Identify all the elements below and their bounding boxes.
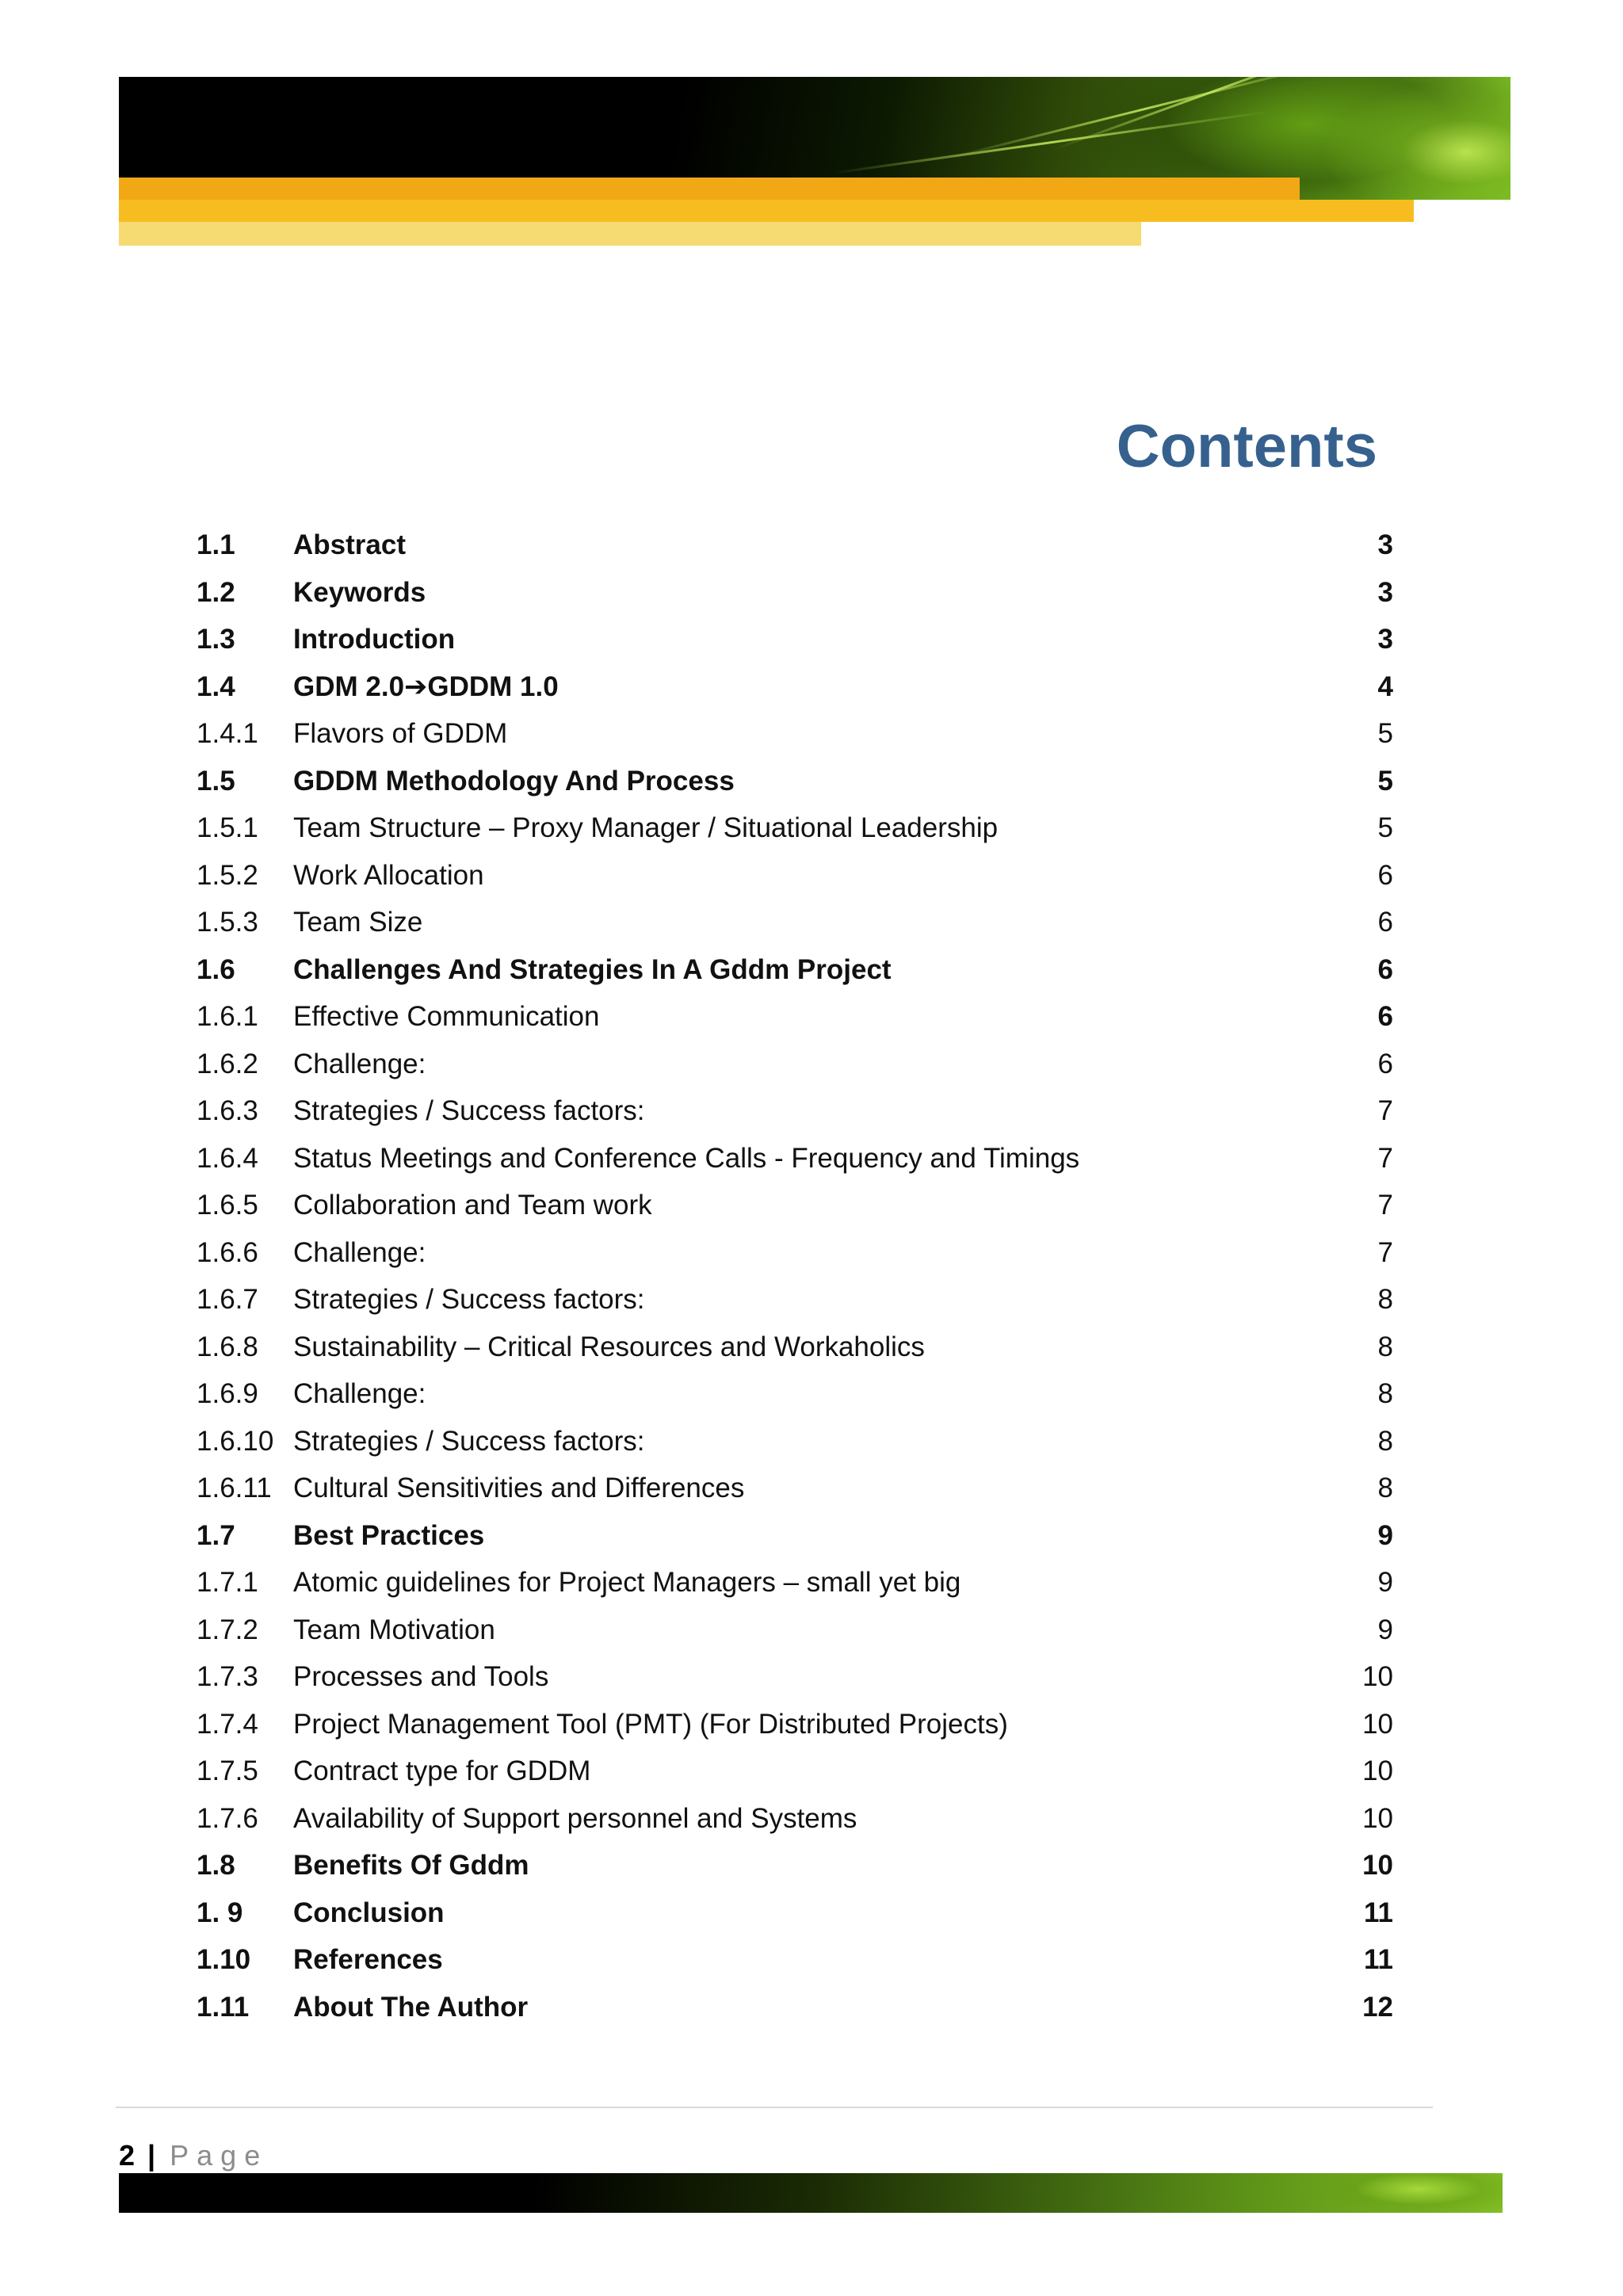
- toc-entry-page: 7: [1377, 1190, 1393, 1221]
- toc-entry[interactable]: [197, 899, 1393, 946]
- toc-entry-number: 1.2: [197, 576, 235, 608]
- toc-entry[interactable]: [197, 1087, 1393, 1135]
- toc-entry-page: 12: [1362, 1991, 1393, 2023]
- toc-entry-title: Benefits Of Gddm: [293, 1850, 529, 1881]
- toc-entry-page: 10: [1362, 1802, 1393, 1834]
- toc-entry-page: 9: [1377, 1519, 1393, 1551]
- page-title: Contents: [1116, 413, 1377, 480]
- toc-entry-page: 10: [1362, 1755, 1393, 1786]
- toc-entry-page: 9: [1377, 1614, 1393, 1645]
- toc-entry-title: Team Motivation: [293, 1614, 495, 1645]
- toc-entry-page: 10: [1362, 1850, 1393, 1881]
- toc-entry-title: Introduction: [293, 624, 456, 655]
- toc-entry-title: Abstract: [293, 529, 406, 560]
- toc-entry-page: 10: [1362, 1661, 1393, 1692]
- toc-entry-title: Atomic guidelines for Project Managers – small yet big: [293, 1567, 961, 1598]
- toc-entry[interactable]: [197, 1512, 1393, 1560]
- footer-banner: [119, 2173, 1503, 2213]
- toc-entry-title: Challenge:: [293, 1378, 426, 1409]
- toc-entry-title: Strategies / Success factors:: [293, 1095, 645, 1126]
- toc-entry-page: 6: [1377, 907, 1393, 938]
- toc-entry-number: 1.7.2: [197, 1614, 258, 1645]
- toc-entry-page: 8: [1377, 1331, 1393, 1362]
- toc-entry-page: 3: [1377, 529, 1393, 560]
- footer-page-label: [119, 2140, 268, 2172]
- toc-entry[interactable]: [197, 1701, 1393, 1748]
- toc-entry-title: About The Author: [293, 1991, 529, 2023]
- toc-entry-number: 1.6.2: [197, 1048, 258, 1079]
- toc-entry[interactable]: [197, 1041, 1393, 1088]
- toc-entry-number: 1.6.4: [197, 1142, 258, 1174]
- toc-entry-number: 1.8: [197, 1850, 235, 1881]
- toc-entry-title: References: [293, 1944, 443, 1975]
- toc-entry-number: 1.6.9: [197, 1378, 258, 1409]
- toc-entry-title: GDDM Methodology And Process: [293, 765, 735, 797]
- toc-entry-title: Challenge:: [293, 1236, 426, 1268]
- toc-entry-number: 1.7.6: [197, 1802, 258, 1834]
- toc-entry-title: Work Allocation: [293, 859, 484, 891]
- toc-entry-page: 3: [1377, 576, 1393, 608]
- footer-page-number: 2: [119, 2139, 136, 2172]
- toc-entry-page: 10: [1362, 1708, 1393, 1740]
- toc-entry-title: Effective Communication: [293, 1001, 600, 1032]
- toc-entry[interactable]: [197, 1559, 1393, 1606]
- toc-entry-title: Contract type for GDDM: [293, 1755, 591, 1786]
- toc-entry-title: Cultural Sensitivities and Differences: [293, 1473, 745, 1503]
- footer-divider: [116, 2107, 1433, 2108]
- toc-entry[interactable]: [197, 1418, 1393, 1465]
- header-light-streak: [832, 110, 1272, 174]
- toc-entry-page: 6: [1377, 953, 1393, 985]
- toc-entry-number: 1.6: [197, 953, 235, 985]
- toc-entry-page: 7: [1377, 1236, 1393, 1268]
- toc-entry-title: Flavors of GDDM: [293, 718, 508, 749]
- toc-entry-page: 6: [1377, 859, 1393, 891]
- toc-entry-number: 1.6.11: [197, 1473, 272, 1503]
- toc-entry-number: 1.6.6: [197, 1236, 258, 1268]
- toc-entry-page: 7: [1377, 1095, 1393, 1126]
- toc-entry-title: Sustainability – Critical Resources and Workaholics: [293, 1331, 925, 1362]
- toc-entry[interactable]: [197, 521, 1393, 569]
- toc-entry-page: 9: [1377, 1567, 1393, 1598]
- toc-entry[interactable]: [197, 663, 1393, 711]
- toc-entry[interactable]: [197, 616, 1393, 663]
- toc-entry-title: Collaboration and Team work: [293, 1190, 652, 1221]
- footer-separator: |: [147, 2139, 156, 2172]
- toc-entry-title: Challenges And Strategies In A Gddm Project: [293, 953, 892, 985]
- toc-entry-title: Availability of Support personnel and Systems: [293, 1802, 857, 1834]
- toc-entry[interactable]: [197, 1842, 1393, 1889]
- toc-entry[interactable]: [197, 1229, 1393, 1277]
- toc-entry[interactable]: [197, 1135, 1393, 1182]
- toc-entry[interactable]: [197, 1182, 1393, 1229]
- toc-entry[interactable]: [197, 852, 1393, 900]
- toc-entry-number: 1.7: [197, 1519, 235, 1551]
- toc-entry-number: 1.1: [197, 529, 235, 560]
- toc-entry-page: 4: [1377, 670, 1393, 702]
- toc-entry-number: 1.4.1: [197, 718, 258, 749]
- toc-entry-number: 1.6.5: [197, 1190, 258, 1221]
- toc-entry-title: Team Structure – Proxy Manager / Situational Leadership: [293, 812, 999, 843]
- header-gold-bar: [119, 200, 1414, 222]
- toc-entry-number: 1.6.7: [197, 1284, 258, 1315]
- toc-entry-title: Conclusion: [293, 1897, 445, 1928]
- toc-entry[interactable]: [197, 1936, 1393, 1984]
- toc-entry[interactable]: [197, 1324, 1393, 1371]
- toc-entry-title: Project Management Tool (PMT) (For Distributed Projects): [293, 1708, 1008, 1740]
- toc-entry-title: Best Practices: [293, 1519, 485, 1551]
- toc-entry-number: 1.6.1: [197, 1001, 258, 1032]
- toc-entry-number: 1.7.5: [197, 1755, 258, 1786]
- toc-entry[interactable]: [197, 1795, 1393, 1843]
- toc-entry-number: 1.4: [197, 670, 235, 702]
- toc-entry-number: 1.11: [197, 1991, 250, 2023]
- toc-entry-number: 1.3: [197, 624, 235, 655]
- toc-entry[interactable]: [197, 569, 1393, 617]
- toc-entry[interactable]: [197, 1370, 1393, 1418]
- toc-entry-number: 1.5.1: [197, 812, 258, 843]
- toc-entry-title: Team Size: [293, 907, 423, 938]
- toc-entry-title: Processes and Tools: [293, 1661, 549, 1692]
- toc-entry-page: 11: [1364, 1944, 1393, 1975]
- toc-entry-page: 3: [1377, 624, 1393, 655]
- toc-entry[interactable]: [197, 804, 1393, 852]
- toc-entry-title: Keywords: [293, 576, 426, 608]
- toc-entry[interactable]: [197, 1889, 1393, 1937]
- toc-entry-number: 1.7.3: [197, 1661, 258, 1692]
- toc-entry-page: 5: [1377, 718, 1393, 749]
- toc-entry[interactable]: [197, 758, 1393, 805]
- toc-entry-page: 8: [1377, 1425, 1393, 1457]
- toc-entry-page: 7: [1377, 1142, 1393, 1174]
- toc-entry-number: 1.6.10: [197, 1425, 274, 1457]
- toc-entry-title: Challenge:: [293, 1048, 426, 1079]
- toc-entry-page: 8: [1377, 1473, 1393, 1503]
- header-light-streak: [1053, 77, 1367, 151]
- toc-entry-page: 6: [1377, 1001, 1393, 1032]
- toc-entry-title: Strategies / Success factors:: [293, 1425, 645, 1457]
- toc-entry-number: 1.7.1: [197, 1567, 258, 1598]
- header-yellow-bar: [119, 222, 1141, 246]
- toc-entry-page: 11: [1364, 1897, 1393, 1928]
- toc-entry-page: 5: [1377, 812, 1393, 843]
- toc-entry[interactable]: [197, 1606, 1393, 1654]
- toc-entry-number: 1.5.3: [197, 907, 258, 938]
- toc-entry-number: 1.6.3: [197, 1095, 258, 1126]
- toc-entry-title: Status Meetings and Conference Calls - Frequency and Timings: [293, 1142, 1080, 1174]
- toc-entry-title: GDM 2.0➔GDDM 1.0: [293, 670, 559, 702]
- table-of-contents: [197, 521, 1393, 2030]
- toc-entry[interactable]: [197, 1276, 1393, 1324]
- toc-entry-number: 1. 9: [197, 1897, 243, 1928]
- toc-entry-page: 8: [1377, 1284, 1393, 1315]
- toc-entry[interactable]: [197, 993, 1393, 1041]
- toc-entry-number: 1.7.4: [197, 1708, 258, 1740]
- toc-entry-page: 6: [1377, 1048, 1393, 1079]
- toc-entry-number: 1.6.8: [197, 1331, 258, 1362]
- toc-entry[interactable]: [197, 1653, 1393, 1701]
- header-orange-bar: [119, 178, 1300, 200]
- footer-page-word: Page: [170, 2139, 269, 2172]
- toc-entry[interactable]: [197, 1748, 1393, 1795]
- toc-entry[interactable]: [197, 710, 1393, 758]
- toc-entry[interactable]: [197, 1984, 1393, 2031]
- toc-entry-number: 1.5.2: [197, 859, 258, 891]
- toc-entry-number: 1.5: [197, 765, 235, 797]
- toc-entry-page: 5: [1377, 765, 1393, 797]
- toc-entry-title: Strategies / Success factors:: [293, 1284, 645, 1315]
- toc-entry-number: 1.10: [197, 1944, 251, 1975]
- toc-entry[interactable]: [197, 1465, 1393, 1512]
- toc-entry-page: 8: [1377, 1378, 1393, 1409]
- toc-entry[interactable]: [197, 946, 1393, 994]
